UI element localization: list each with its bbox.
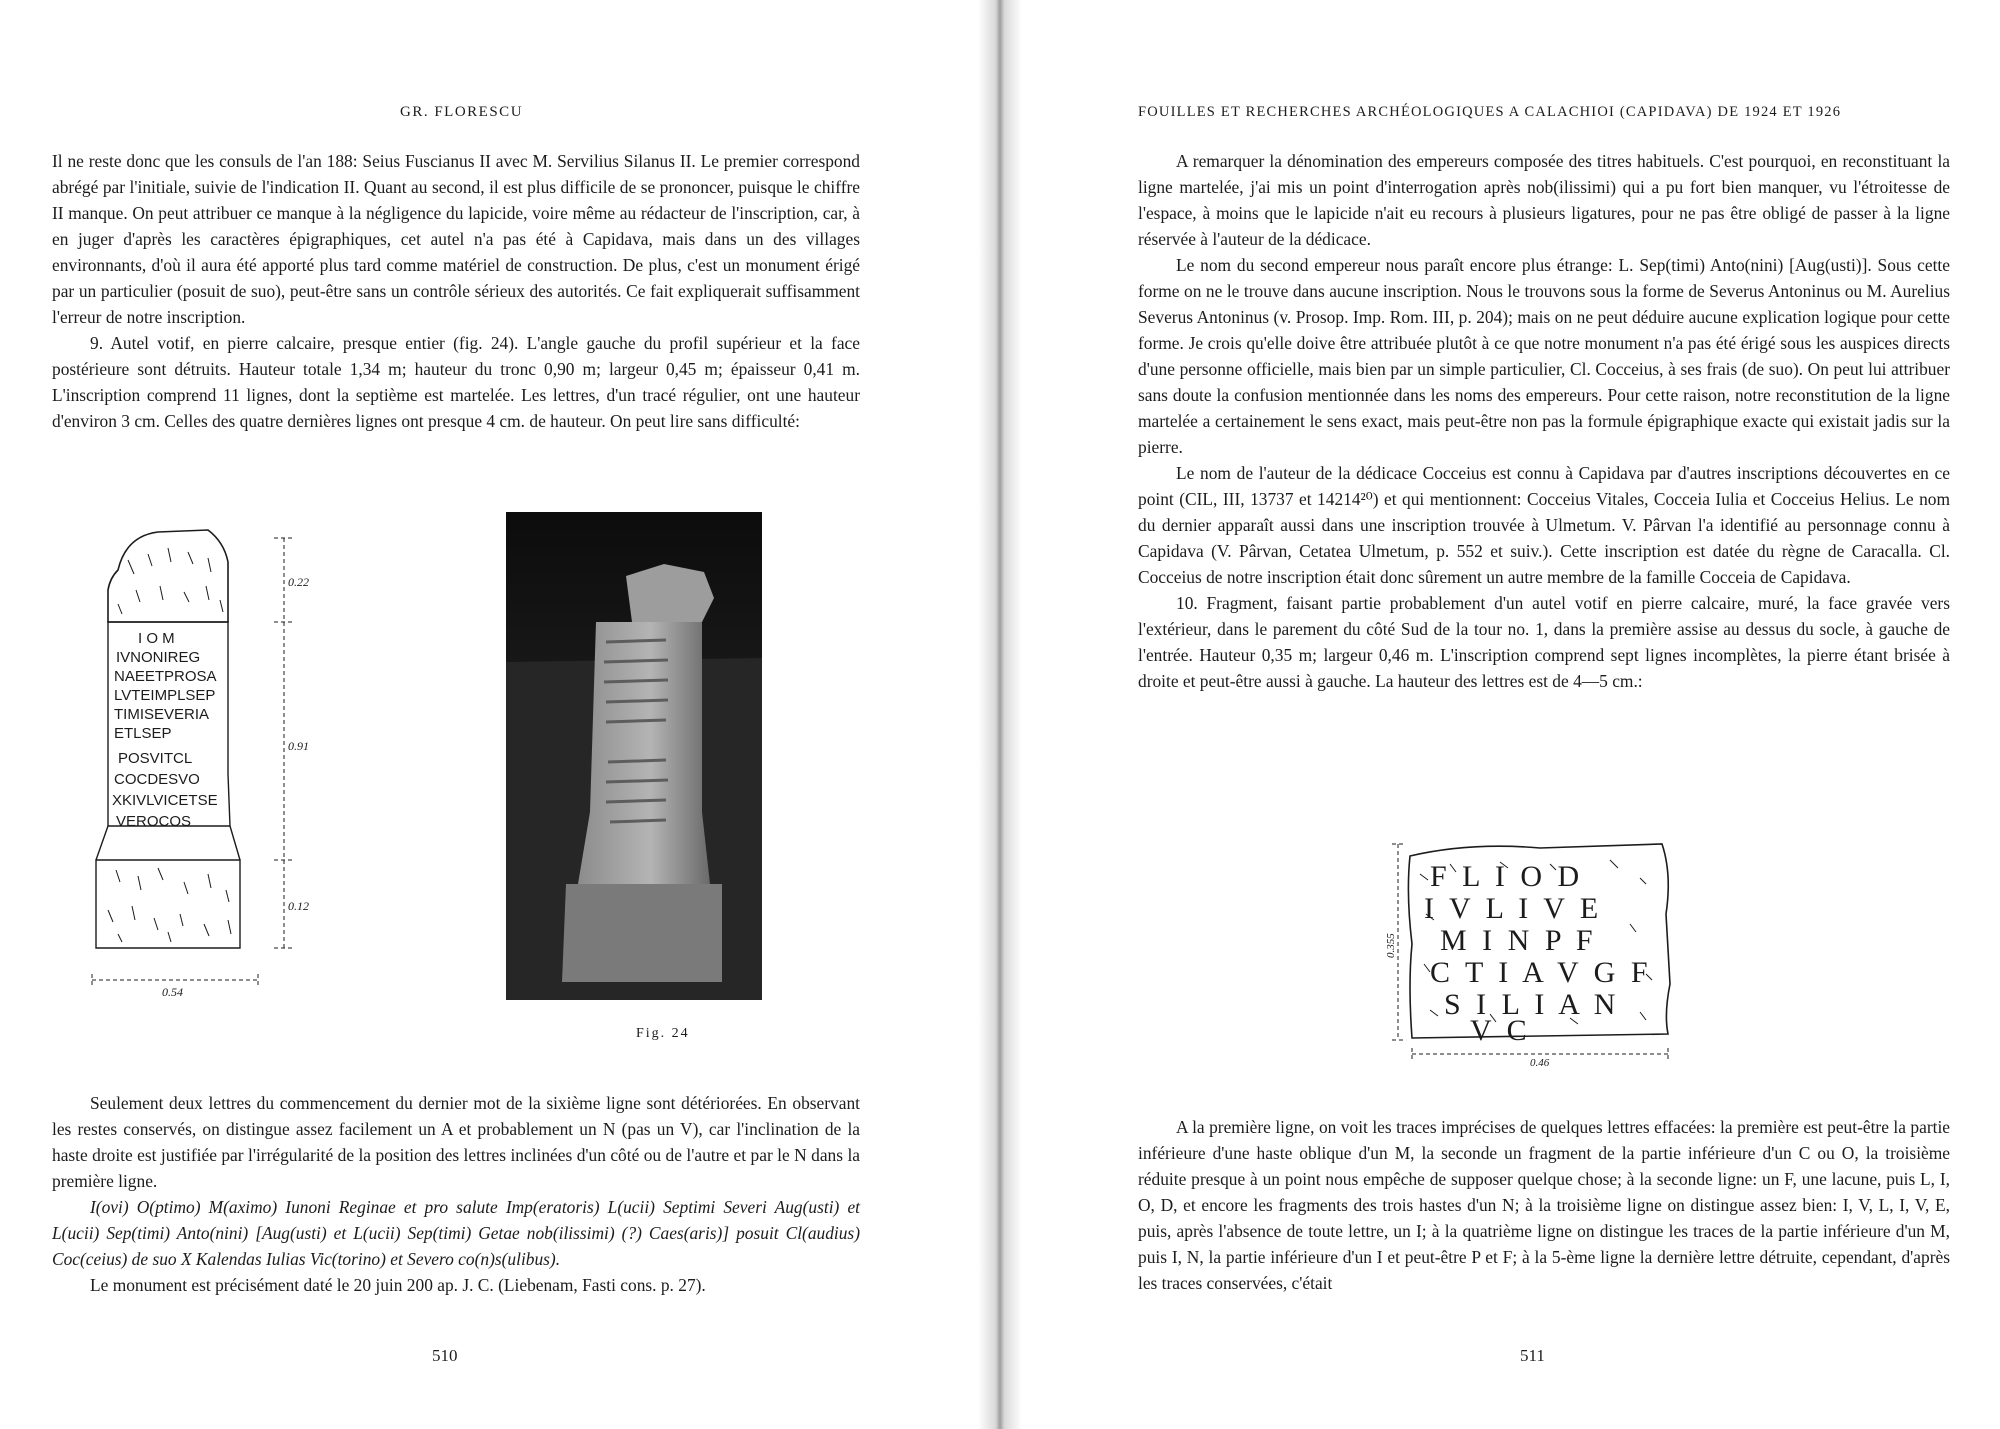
- dimension-mark: 0.46: [1530, 1057, 1550, 1069]
- paragraph: A remarquer la dénomination des empereurs composée des titres habituels. C'est pourquoi, en reconstituant la ligne martelée, j'ai mis un point d'interrogation après nob(ilissimi) qui a pu fort bien manquer, vu l'étroitesse de l'espace, à moins que le lapicide n'ait eu recours à plusieurs ligatures, pour ne pas être obligé de passer à la ligne réservée à l'auteur de la dédicace.: [1138, 151, 1950, 249]
- dimension-mark: 0.22: [288, 575, 309, 589]
- drawing-line: NAEETPROSA: [114, 668, 217, 685]
- page-number: 511: [1520, 1346, 1545, 1365]
- drawing-line: POSVITCL: [118, 750, 193, 767]
- drawing-line: LVTEIMPLSEP: [114, 687, 216, 704]
- drawing-line: TIMISEVERIA: [114, 706, 210, 723]
- drawing-line: VEROCOS: [116, 813, 192, 830]
- dimension-mark: 0.355: [1385, 933, 1397, 958]
- inscription-reading: [52, 1194, 860, 1272]
- body-text-top: [52, 148, 860, 434]
- body-text-top: [1138, 148, 1950, 694]
- fragment-line: I V L I V E: [1424, 892, 1603, 925]
- paragraph: 9. Autel votif, en pierre calcaire, presque entier (fig. 24). L'angle gauche du profil supérieur et la face postérieure sont détruits. Hauteur totale 1,34 m; hauteur du tronc 0,90 m; largeur 0,45 m; épaisseur 0,41 m. L'inscription comprend 11 lignes, dont la septième est martelée. Les lettres, d'un tracé régulier, ont une hauteur d'environ 3 cm. Celles des quatre dernières lignes ont presque 4 cm. de hauteur. On peut lire sans difficulté:: [52, 333, 860, 431]
- figure-caption: Fig. 24: [636, 1026, 690, 1041]
- drawing-line: I O M: [138, 630, 175, 647]
- paragraph: Il ne reste donc que les consuls de l'an 188: Seius Fuscianus II avec M. Servilius Silanus II. Le premier correspond abrégé par l'initiale, suivie de l'indication II. Quant au second, il est plus difficile de se prononcer, puisque le chiffre II manque. On peut attribuer ce manque à la négligence du lapicide, voire même au rédacteur de l'inscription, car, à en juger d'après les caractères épigraphiques, cet autel n'a pas été à Capidava, mais dans un des villages environnants, d'où il aura été apporté plus tard comme matériel de construction. De plus, c'est un monument érigé par un particulier (posuit de suo), peut-être sans un contrôle sérieux des autorités. Ce fait expliquerait suffisamment l'erreur de notre inscription.: [52, 151, 860, 327]
- paragraph: A la première ligne, on voit les traces imprécises de quelques lettres effacées: la première est peut-être la partie inférieure d'une haste oblique d'un M, la seconde un fragment de la partie inférieure d'un C ou O, la troisième réduite presque à un point nous empêche de supposer quelque chose; à la seconde ligne: un F, une lacune, puis L, I, O, D, et encore les fragments des trois hastes d'un N; à la troisième ligne on distingue assez bien: I, V, L, I, V, E, puis, après l'absence de toute lettre, un I; à la quatrième ligne on distingue les traces de la partie inférieure d'un M, puis I, N, la partie inférieure d'un I et peut-être P et F; à la 5-ème ligne la dernière lettre détruite, cependant, d'après les traces conservées, c'était: [1138, 1117, 1950, 1293]
- right-page: [1020, 0, 2000, 1429]
- running-header: GR. FLORESCU: [400, 104, 524, 120]
- fragment-drawing: [1385, 834, 1690, 1070]
- paragraph: Le nom du second empereur nous paraît encore plus étrange: L. Sep(timi) Anto(nini) [Aug(usti)]. Sous cette forme on ne le trouve dans aucune inscription. Nous le trouvons sous la forme de Severus Antoninus ou M. Aurelius Severus Antoninus (v. Prosop. Imp. Rom. III, p. 204); mais on ne peut déduire aucune explication logique pour cette forme. Je crois qu'elle doive être attribuée plutôt à ce que notre monument n'a pas été érigé sous les auspices directs d'une personne officielle, mais bien par un simple particulier, Cl. Cocceius, à ses frais (de suo). On peut lui attribuer sans doute la confusion mentionnée dans les noms des empereurs. Pour cette raison, notre reconstitution de la ligne martelée a certainement le sens exact, mais peut-être non pas la formule épigraphique exacte qui existait jadis sur la pierre.: [1138, 255, 1950, 457]
- drawing-line: COCDESVO: [114, 771, 200, 788]
- page-number: 510: [432, 1346, 458, 1365]
- paragraph: Le nom de l'auteur de la dédicace Cocceius est connu à Capidava par d'autres inscriptions découvertes en ce point (CIL, III, 13737 et 14214²⁰) et qui mentionnent: Cocceius Vitales, Cocceia Iulia et Cocceius Helius. Le nom du dernier apparaît aussi dans une inscription trouvée à Ulmetum. V. Pârvan l'a identifié au personnage connu à Capidava (V. Pârvan, Cetatea Ulmetum, p. 552 et suiv.). Cette inscription est datée du règne de Caracalla. Cl. Cocceius de notre inscription était donc sûrement un autre membre de la famille Cocceia de Capidava.: [1138, 463, 1950, 587]
- paragraph: Le monument est précisément daté le 20 juin 200 ap. J. C. (Liebenam, Fasti cons. p. 27).: [90, 1275, 706, 1295]
- altar-photograph: [506, 512, 762, 1000]
- altar-drawing: [88, 530, 318, 1020]
- fragment-line: C T I A V G F: [1430, 956, 1652, 989]
- dimension-mark: 0.91: [288, 739, 309, 753]
- book-gutter: [978, 0, 1022, 1429]
- running-header: FOUILLES ET RECHERCHES ARCHÉOLOGIQUES A CALACHIOI (CAPIDAVA) DE 1924 ET 1926: [1138, 104, 1842, 120]
- drawing-line: XKIVLVICETSE: [112, 792, 218, 809]
- fragment-line: F L I O D: [1430, 860, 1584, 893]
- dimension-mark: 0.54: [162, 985, 183, 999]
- body-text-bottom: [52, 1090, 860, 1298]
- fragment-line: S I L I A N: [1444, 988, 1620, 1021]
- drawing-line: ETLSEP: [114, 725, 172, 742]
- paragraph: 10. Fragment, faisant partie probablement d'un autel votif en pierre calcaire, muré, la face gravée vers l'extérieur, dans le parement du côté Sud de la tour no. 1, dans la première assise au dessus du socle, à gauche de l'entrée. Hauteur 0,35 m; largeur 0,46 m. L'inscription comprend sept lignes incomplètes, la pierre étant brisée à droite et peut-être aussi à gauche. La hauteur des lettres est de 4—5 cm.:: [1138, 593, 1950, 691]
- paragraph: Seulement deux lettres du commencement du dernier mot de la sixième ligne sont détériorées. En observant les restes conservés, on distingue assez facilement un A et probablement un N (pas un V), car l'inclination de la haste droite est justifiée par l'irrégularité de la position des lettres inclinées d'un côté ou de l'autre et par le N dans la première ligne.: [52, 1093, 860, 1191]
- drawing-line: IVNONIREG: [116, 649, 201, 666]
- body-text-bottom: [1138, 1114, 1950, 1296]
- italic-reading: I(ovi) O(ptimo) M(aximo) Iunoni Reginae et pro salute Imp(eratoris) L(ucii) Septimi Severi Aug(usti) et L(ucii) Sep(timi) Anto(nini) [Aug(usti) et L(ucii) Sep(timi) Getae nob(ilissimi) (?) Caes(aris)] posuit Cl(audius) Coc(ceius) de suo X Kalendas Iulias Vic(torino) et Severo co(n)s(ulibus).: [52, 1197, 860, 1269]
- left-page: [0, 0, 980, 1429]
- fragment-line: V C: [1470, 1014, 1531, 1047]
- dimension-mark: 0.12: [288, 899, 309, 913]
- fragment-line: M I N P F: [1440, 924, 1597, 957]
- altar-photo-image: [506, 512, 762, 1000]
